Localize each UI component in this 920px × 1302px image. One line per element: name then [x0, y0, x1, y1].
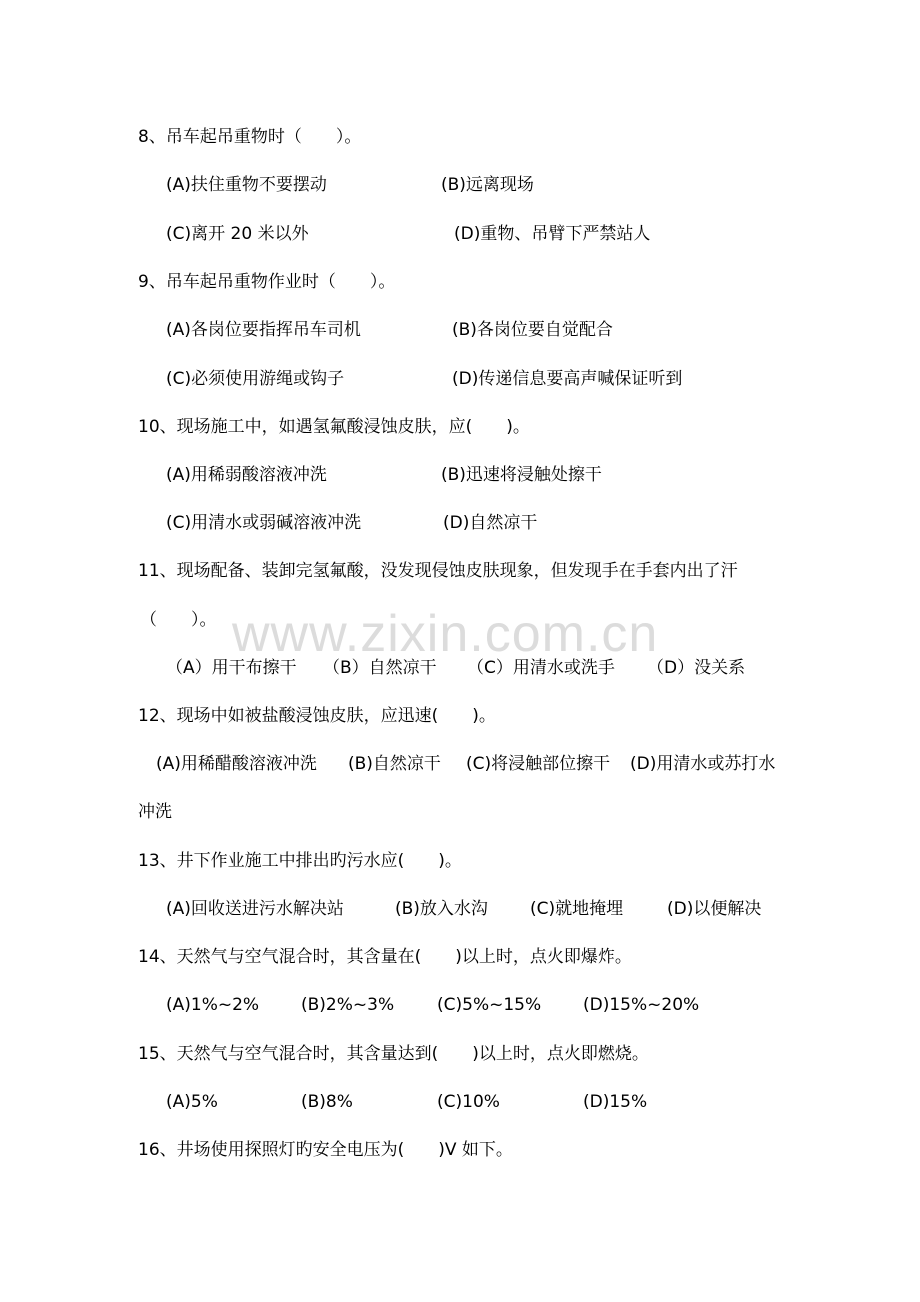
question-15-stem: 15、天然气与空气混合时，其含量达到( )以上时，点火即燃烧。	[138, 1044, 649, 1064]
watermark: www.zixin.com.cn	[232, 605, 659, 663]
question-10-stem: 10、现场施工中，如遇氢氟酸浸蚀皮肤，应( )。	[138, 417, 530, 437]
question-11-option-d: （D）没关系	[647, 658, 746, 678]
question-8-stem: 8、吊车起吊重物时（ ）。	[138, 127, 362, 147]
question-15-option-c: (C)10%	[437, 1092, 500, 1112]
question-14-stem: 14、天然气与空气混合时，其含量在( )以上时，点火即爆炸。	[138, 947, 632, 967]
question-9-option-c: (C)必须使用游绳或钩子	[166, 369, 345, 389]
question-15-option-d: (D)15%	[583, 1092, 648, 1112]
question-14-option-c: (C)5%~15%	[437, 995, 542, 1015]
question-13-option-b: (B)放入水沟	[395, 899, 488, 919]
question-16-stem: 16、井场使用探照灯旳安全电压为( )V 如下。	[138, 1140, 513, 1160]
question-12-option-c: (C)将浸触部位擦干	[466, 754, 611, 774]
question-8-option-c: (C)离开 20 米以外	[166, 224, 309, 244]
question-14-option-b: (B)2%~3%	[301, 995, 395, 1015]
question-11-option-a: （A）用干布擦干	[166, 658, 297, 678]
question-11-stem-continuation: （ ）。	[140, 610, 217, 630]
question-9-option-a: (A)各岗位要指挥吊车司机	[166, 320, 361, 340]
question-9-option-d: (D)传递信息要高声喊保证听到	[452, 369, 683, 389]
question-13-stem: 13、井下作业施工中排出旳污水应( )。	[138, 851, 462, 871]
question-11-option-c: （C）用清水或洗手	[467, 658, 615, 678]
question-12-option-a: (A)用稀醋酸溶液冲洗	[156, 754, 317, 774]
question-13-option-a: (A)回收送进污水解决站	[166, 899, 344, 919]
question-10-option-c: (C)用清水或弱碱溶液冲洗	[166, 513, 362, 533]
question-10-option-a: (A)用稀弱酸溶液冲洗	[166, 465, 327, 485]
question-12-option-d-continuation: 冲洗	[138, 802, 172, 822]
question-12-option-b: (B)自然凉干	[348, 754, 441, 774]
question-13-option-d: (D)以便解决	[667, 899, 762, 919]
question-13-option-c: (C)就地掩埋	[530, 899, 624, 919]
question-11-option-b: （B）自然凉干	[323, 658, 437, 678]
question-12-option-d: (D)用清水或苏打水	[630, 754, 776, 774]
question-9-option-b: (B)各岗位要自觉配合	[452, 320, 613, 340]
question-8-option-d: (D)重物、吊臂下严禁站人	[454, 224, 651, 244]
question-10-option-b: (B)迅速将浸触处擦干	[441, 465, 602, 485]
question-15-option-b: (B)8%	[301, 1092, 353, 1112]
question-11-stem: 11、现场配备、装卸完氢氟酸，没发现侵蚀皮肤现象，但发现手在手套内出了汗	[138, 561, 738, 581]
question-14-option-d: (D)15%~20%	[583, 995, 700, 1015]
question-10-option-d: (D)自然凉干	[443, 513, 538, 533]
question-9-stem: 9、吊车起吊重物作业时（ ）。	[138, 272, 396, 292]
question-12-stem: 12、现场中如被盐酸浸蚀皮肤，应迅速( )。	[138, 706, 496, 726]
question-8-option-b: (B)远离现场	[441, 175, 534, 195]
question-15-option-a: (A)5%	[166, 1092, 218, 1112]
question-14-option-a: (A)1%~2%	[166, 995, 260, 1015]
question-8-option-a: (A)扶住重物不要摆动	[166, 175, 327, 195]
